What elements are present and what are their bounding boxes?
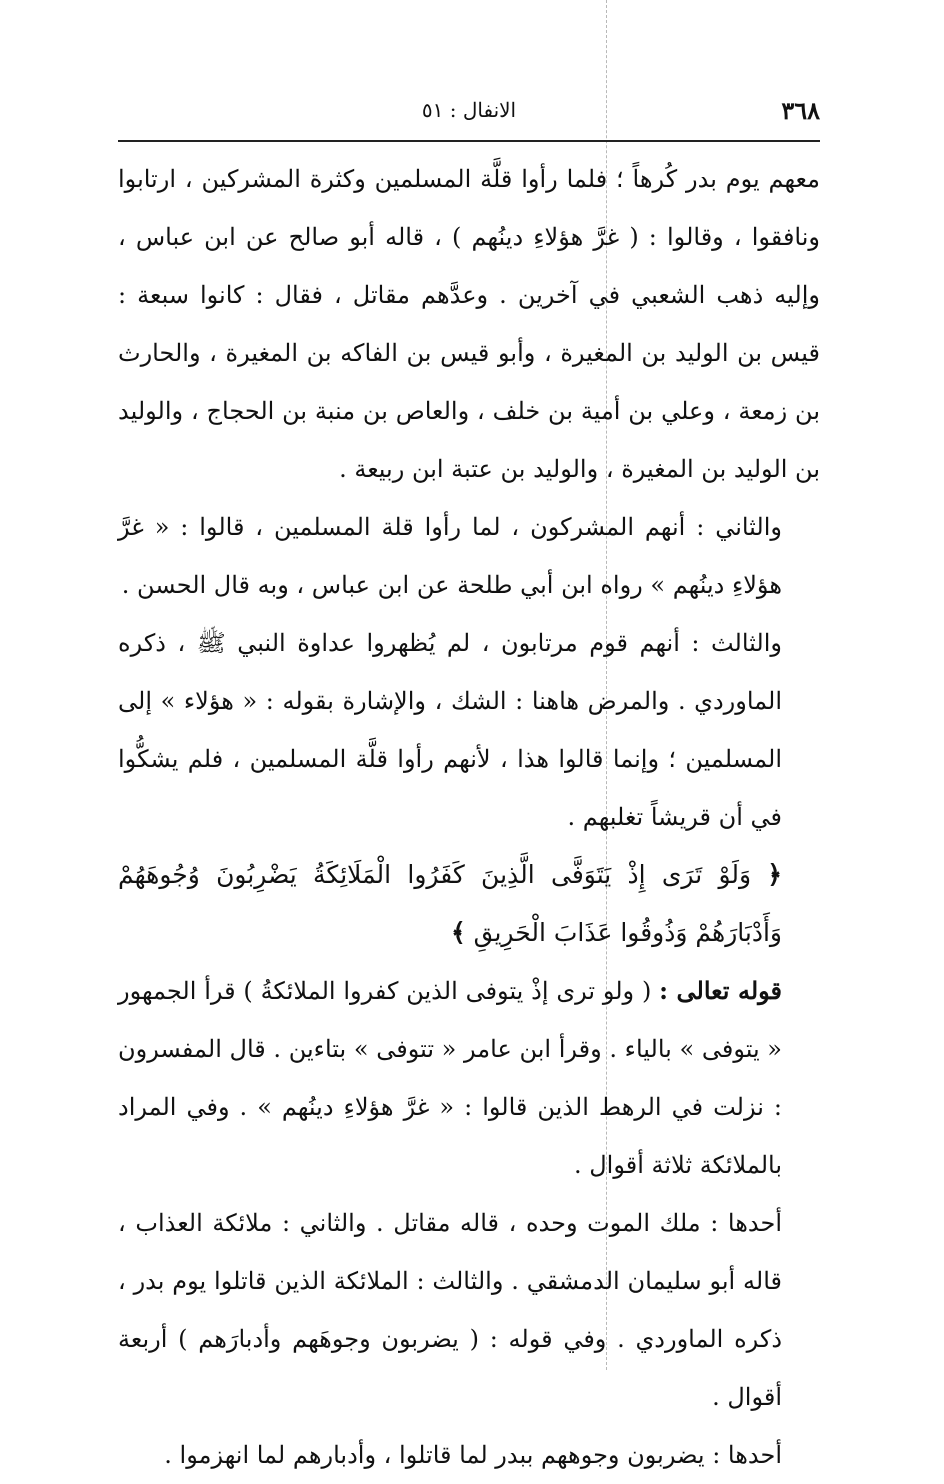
verse-close-bracket: ﴾ xyxy=(451,918,466,947)
paragraph-4 xyxy=(118,962,820,1194)
paragraph-3: والثالث : أنهم قوم مرتابون ، لم يُظهروا عداوة النبي ﷺ ، ذكره الماوردي . والمرض هاهنا : الشك ، والإشارة بقوله : « هؤلاء » إلى المسلمين ؛ وإنما قالوا هذا ، لأنهم رأوا قلَّة المسلمين ، فلم يشكُّوا في أن قريشاً تغلبهم . xyxy=(118,629,782,831)
quran-verse xyxy=(118,846,820,962)
page-body xyxy=(118,150,820,1484)
paragraph-2: والثاني : أنهم المشركون ، لما رأوا قلة المسلمين ، قالوا : « غرَّ هؤلاءِ دينُهم » رواه ابن أبي طلحة عن ابن عباس ، وبه قال الحسن . xyxy=(118,513,782,599)
header-rule xyxy=(118,140,820,142)
paragraph-5: أحدها : ملك الموت وحده ، قاله مقاتل . والثاني : ملائكة العذاب ، قاله أبو سليمان الدمشقي . والثالث : الملائكة الذين قاتلوا يوم بدر ، ذكره الماوردي . وفي قوله : ( يضربون وجوهَهم وأدبارَهم ) أربعة أقوال . xyxy=(118,1209,783,1411)
page-header xyxy=(118,96,820,136)
paragraph-1: معهم يوم بدر كُرهاً ؛ فلما رأوا قلَّة المسلمين وكثرة المشركين ، ارتابوا ونافقوا ، وقالوا : ( غرَّ هؤلاءِ دينُهم ) ، قاله أبو صالح عن ابن عباس ، وإليه ذهب الشعبي في آخرين . وعدَّهم مقاتل ، فقال : كانوا سبعة : قيس بن الوليد بن المغيرة ، وأبو قيس بن الفاكه بن المغيرة ، والحارث بن زمعة ، وعلي بن أمية بن خلف ، والعاص بن منبة بن الحجاج ، والوليد بن الوليد بن المغيرة ، والوليد بن عتبة ابن ربيعة . xyxy=(118,165,821,483)
verse-open-bracket: ﴿ xyxy=(767,860,783,889)
page-number: ٣٦٨ xyxy=(781,96,820,125)
paragraph-6: أحدها : يضربون وجوههم ببدر لما قاتلوا ، وأدبارهم لما انهزموا . xyxy=(164,1441,782,1469)
running-title: الانفال : ٥١ xyxy=(421,98,517,122)
paragraph-4-text: ( ولو ترى إذْ يتوفى الذين كفروا الملائكةُ ) قرأ الجمهور « يتوفى » بالياء . وقرأ ابن عامر « تتوفى » بتاءين . قال المفسرون : نزلت في الرهط الذين قالوا : « غرَّ هؤلاءِ دينُهم » . وفي المراد بالملائكة ثلاثة أقوال . xyxy=(118,977,782,1179)
paragraph-4-lead: قوله تعالى : xyxy=(659,976,783,1005)
verse-text: وَلَوْ تَرَى إِذْ يَتَوَفَّى الَّذِينَ كَفَرُوا الْمَلَائِكَةُ يَضْرِبُونَ وُجُوهَهُمْ وَأَدْبَارَهُمْ وَذُوقُوا عَذَابَ الْحَرِيقِ xyxy=(118,860,782,947)
